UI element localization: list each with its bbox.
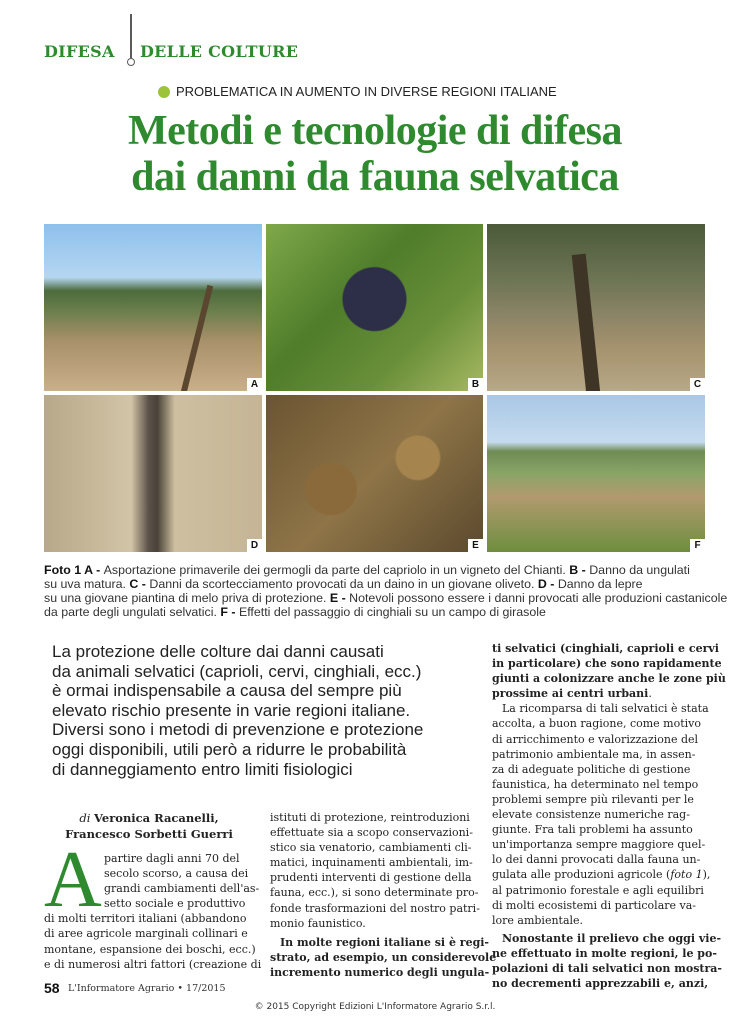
body-line: monio faunistico. [270, 916, 366, 930]
photo-label-a: A [247, 378, 262, 391]
body-line: al patrimonio forestale e agli equilibri [492, 883, 704, 897]
body-line: lore ambientale. [492, 913, 584, 927]
body-line: partire dagli anni 70 del [104, 852, 240, 865]
abstract-line: è ormai indispensabile a causa del sempre più [52, 681, 402, 701]
photo-d-apple-seedling [44, 395, 262, 552]
body-line: di aree agricole marginali collinari e [44, 927, 248, 941]
caption-line: su una giovane piantina di melo priva di protezione. E - Notevoli possono essere i danni provocati alle produzioni castanicole [44, 591, 728, 605]
section-header [44, 14, 344, 64]
body-line: stico sia venatorio, cambiamenti cli- [270, 841, 472, 855]
body-line: istituti di protezione, reintroduzioni [270, 811, 470, 824]
body-line-bold: giunti a colonizzare anche le zone più [492, 672, 726, 686]
body-line: patrimonio ambientale ma, in assen- [492, 747, 696, 761]
header-divider-line [130, 14, 132, 58]
photo-label-f: F [690, 539, 705, 552]
body-line-bold: incremento numerico degli ungula- [270, 965, 490, 979]
section-label-difesa: DIFESA [44, 42, 115, 61]
body-line: fonde trasformazioni del nostro patri- [270, 901, 480, 915]
body-line: giunte. Fra tali problemi ha assunto [492, 823, 693, 837]
photo-label-e: E [468, 539, 483, 552]
title-line-2: dai danni da fauna selvatica [131, 154, 619, 200]
header-divider-dot [127, 58, 135, 66]
body-line: fauna, ecc.), si sono determinate pro- [270, 886, 479, 900]
abstract-line: Diversi sono i metodi di prevenzione e protezione [52, 720, 424, 740]
body-line: secolo scorso, a causa dei [104, 867, 249, 881]
body-line-end: . [648, 687, 652, 701]
author-1: Veronica Racanelli, [94, 811, 219, 825]
caption-line: da parte degli ungulati selvatici. F - Effetti del passaggio di cinghiali su un campo di girasole [44, 605, 546, 619]
body-line: e di numerosi altri fattori (creazione di [44, 957, 262, 971]
body-line: di molti territori italiani (abbandono [44, 912, 247, 926]
body-line-bold: in particolare) che sono rapidamente [492, 657, 722, 671]
body-line: prudenti interventi di gestione della [270, 871, 472, 885]
body-line: di arricchimento e valorizzazione del [492, 732, 699, 746]
photo-e-chestnuts [266, 395, 483, 552]
caption-line: Foto 1 A - Asportazione primaverile dei germogli da parte del capriolo in un vigneto del Chianti. B - Danno da ungulati [44, 563, 690, 577]
body-line-bold: polazioni di tali selvatici non mostra- [492, 961, 722, 975]
body-line: matici, inquinamenti ambientali, im- [270, 856, 473, 870]
body-line: problemi sempre più rilevanti per le [492, 792, 694, 806]
photo-b-grapes [266, 224, 483, 391]
abstract-line: da animali selvatici (caprioli, cervi, cinghiali, ecc.) [52, 661, 422, 681]
drop-cap: A [44, 836, 102, 924]
photo-label-d: D [247, 539, 262, 552]
body-column-2 [270, 810, 497, 980]
abstract-line: di danneggiamento entro limiti fisiologici [52, 759, 353, 779]
abstract-line: elevato rischio presente in varie regioni italiane. [52, 700, 411, 720]
green-dot-icon [158, 86, 170, 98]
abstract [52, 642, 462, 779]
body-column-1 [44, 851, 260, 972]
body-line: un'importanza sempre maggiore quel- [492, 838, 706, 852]
photo-c-olive-tree [487, 224, 705, 391]
body-line-bold: In molte regioni italiane si è regi- [280, 935, 489, 949]
body-line: faunistica, ha determinato nel tempo [492, 777, 699, 791]
photo-f-sunflower-field [487, 395, 705, 552]
body-column-3 [492, 641, 726, 991]
photo-label-b: B [468, 378, 483, 391]
body-line: za di adeguate politiche di gestione [492, 762, 691, 776]
photo-grid [44, 224, 705, 552]
body-line-bold: ti selvatici (cinghiali, caprioli e cervi [492, 642, 719, 655]
body-line-bold: ne effettuato in molte regioni, le po- [492, 946, 717, 960]
body-line: di molti ecosistemi di particolare va- [492, 898, 697, 912]
body-line: accolta, a buon ragione, come motivo [492, 717, 702, 731]
article-title [0, 108, 750, 200]
abstract-line: La protezione delle colture dai danni causati [52, 642, 384, 661]
publication-info: L'Informatore Agrario • 17/2015 [68, 983, 226, 994]
photo-a-vineyard [44, 224, 262, 391]
body-line-bold: no decrementi apprezzabili e, anzi, [492, 977, 709, 991]
body-line: grandi cambiamenti dell'as- [104, 882, 260, 896]
body-line: La ricomparsa di tali selvatici è stata [502, 702, 709, 716]
caption-line: su uva matura. C - Danni da scortecciamento provocati da un daino in un giovane oliveto. D - Danno da lepre [44, 577, 643, 591]
body-line-bold: strato, ad esempio, un considerevole [270, 950, 497, 964]
body-line: montane, espansione dei boschi, ecc.) [44, 942, 256, 956]
author-2: Francesco Sorbetti Guerri [65, 827, 233, 841]
kicker-text: PROBLEMATICA IN AUMENTO IN DIVERSE REGIONI ITALIANE [176, 84, 557, 99]
photo-label-c: C [690, 378, 705, 391]
abstract-line: oggi disponibili, utili però a ridurre le probabilità [52, 739, 407, 759]
body-line: setto sociale e produttivo [104, 897, 246, 911]
body-line: gulata alle produzioni agricole (foto 1), [492, 868, 711, 882]
page-number: 58 [44, 980, 60, 996]
photo-caption [44, 563, 728, 619]
body-line: effettuate sia a scopo conservazioni- [270, 826, 473, 840]
byline-di: di [79, 811, 91, 825]
body-line: lo dei danni provocati dalla fauna un- [492, 853, 701, 867]
section-label-colture: DELLE COLTURE [140, 42, 299, 61]
body-line-bold: prossime ai centri urbani [492, 687, 649, 701]
title-line-1: Metodi e tecnologie di difesa [127, 108, 623, 154]
copyright-notice: © 2015 Copyright Edizioni L'Informatore Agrario S.r.l. [254, 1002, 496, 1012]
body-line: elevate consistenze numeriche rag- [492, 808, 690, 822]
body-line-bold: Nonostante il prelievo che oggi vie- [502, 931, 722, 945]
kicker [158, 84, 557, 99]
